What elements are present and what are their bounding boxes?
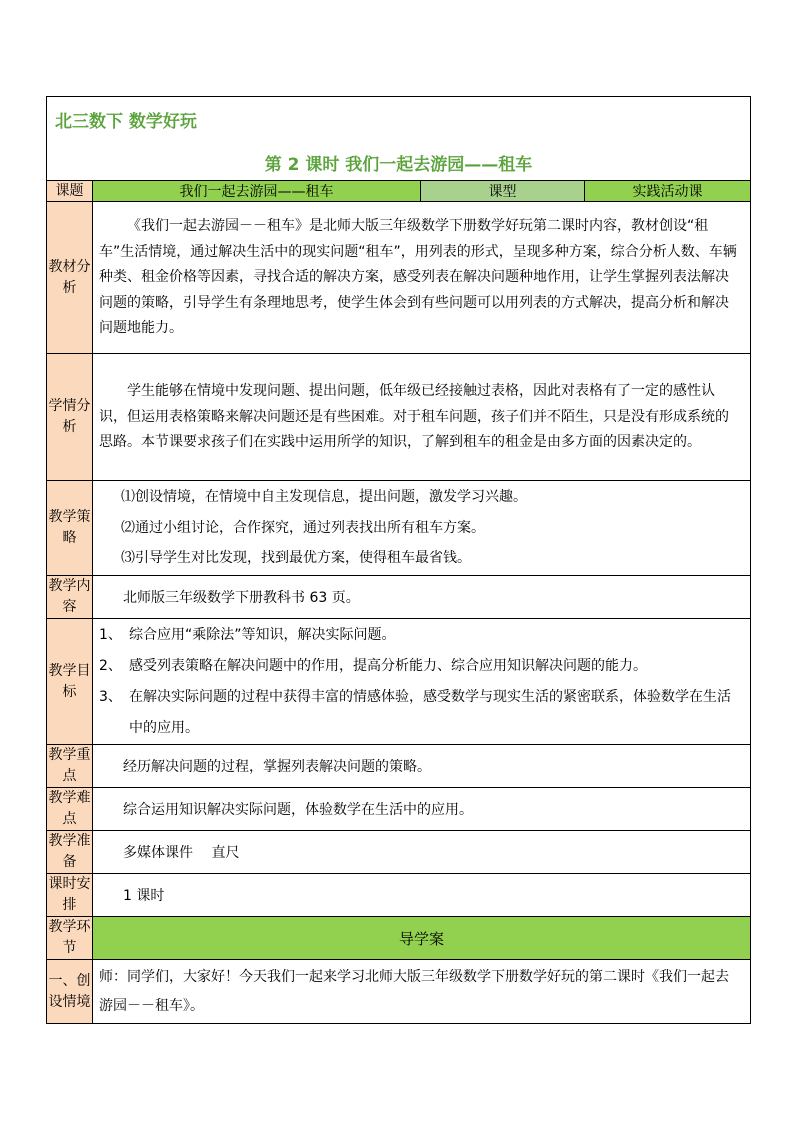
students-text: 学生能够在情境中发现问题、提出问题，低年级已经接触过表格，因此对表格有了一定的感性认识，但运用表格策略来解决问题还是有些困难。对于租车问题，孩子们并不陌生，只是没有形成系统的思路。本节课要求孩子们在实践中运用所学的知识，了解到租车的租金是由多方面的因素决定的。: [93, 354, 751, 481]
schedule-row: [47, 874, 751, 917]
objective-text: 综合应用“乘除法”等知识，解决实际问题。: [129, 626, 396, 643]
objective-text: 在解决实际问题的过程中获得丰富的情感体验，感受数学与现实生活的紧密联系，体验数学在生活中的应用。: [129, 688, 731, 736]
preparation-row: [47, 831, 751, 874]
topic-label: 课题: [47, 181, 93, 202]
strategy-item: ⑶引导学生对比发现，找到最优方案，使得租车最省钱。: [121, 550, 471, 567]
strategy-label: 教学策略: [47, 481, 93, 576]
meta-row: [47, 181, 751, 202]
strategy-row: [47, 481, 751, 576]
lesson-plan-document: [46, 96, 750, 1024]
objective-number: 2、: [99, 657, 122, 674]
objective-number: 3、: [99, 688, 122, 705]
objective-number: 1、: [99, 626, 122, 643]
topic-value: 我们一起去游园——租车: [93, 181, 421, 202]
preparation-label: 教学准备: [47, 831, 93, 874]
difficulties-text: 综合运用知识解决实际问题，体验数学在生活中的应用。: [93, 788, 751, 831]
type-label: 课型: [421, 181, 585, 202]
series-title: 北三数下 数学好玩: [55, 112, 197, 132]
objective-item: [99, 651, 736, 682]
objective-item: [99, 682, 736, 744]
step1-row: [47, 960, 751, 1024]
process-label: 教学环节: [47, 917, 93, 960]
title-cell: [47, 97, 751, 181]
key-points-row: [47, 745, 751, 788]
difficulties-label: 教学难点: [47, 788, 93, 831]
step1-label: 一、创设情境: [47, 960, 93, 1024]
objective-text: 感受列表策略在解决问题中的作用，提高分析能力、综合应用知识解决问题的能力。: [129, 657, 647, 674]
strategy-list: [93, 481, 751, 576]
preparation-text: 多媒体课件 直尺: [93, 831, 751, 874]
step1-text: 师：同学们，大家好！今天我们一起来学习北师大版三年级数学下册数学好玩的第二课时《我们一起去游园－－租车》。: [93, 960, 751, 1024]
students-label: 学情分析: [47, 354, 93, 481]
textbook-row: [47, 202, 751, 354]
key-points-text: 经历解决问题的过程，掌握列表解决问题的策略。: [93, 745, 751, 788]
process-row: [47, 917, 751, 960]
difficulties-row: [47, 788, 751, 831]
schedule-text: 1 课时: [93, 874, 751, 917]
content-row: [47, 576, 751, 619]
textbook-label: 教材分析: [47, 202, 93, 354]
textbook-text: 《我们一起去游园－－租车》是北师大版三年级数学下册数学好玩第二课时内容，教材创设“租车”生活情境，通过解决生活中的现实问题“租车”，用列表的形式，呈现多种方案，综合分析人数、车辆种类、租金价格等因素，寻找合适的解决方案，感受列表在解决问题种地作用，让学生掌握列表法解决问题的策略，引导学生有条理地思考，使学生体会到有些问题可以用列表的方式解决，提高分析和解决问题地能力。: [93, 202, 751, 354]
title-row: [47, 97, 751, 181]
key-points-label: 教学重点: [47, 745, 93, 788]
type-value: 实践活动课: [585, 181, 751, 202]
lesson-title: 第 2 课时 我们一起去游园——租车: [264, 155, 533, 175]
lesson-plan-table: [46, 96, 751, 1024]
process-header: 导学案: [93, 917, 751, 960]
content-text: 北师版三年级数学下册教科书 63 页。: [93, 576, 751, 619]
objectives-row: [47, 619, 751, 745]
strategy-item: ⑵通过小组讨论，合作探究，通过列表找出所有租车方案。: [121, 519, 485, 536]
strategy-item: ⑴创设情境，在情境中自主发现信息，提出问题，激发学习兴趣。: [121, 489, 527, 506]
objectives-list: [93, 619, 751, 745]
objectives-label: 教学目标: [47, 619, 93, 745]
objective-item: [99, 620, 736, 651]
content-label: 教学内容: [47, 576, 93, 619]
schedule-label: 课时安排: [47, 874, 93, 917]
students-row: [47, 354, 751, 481]
